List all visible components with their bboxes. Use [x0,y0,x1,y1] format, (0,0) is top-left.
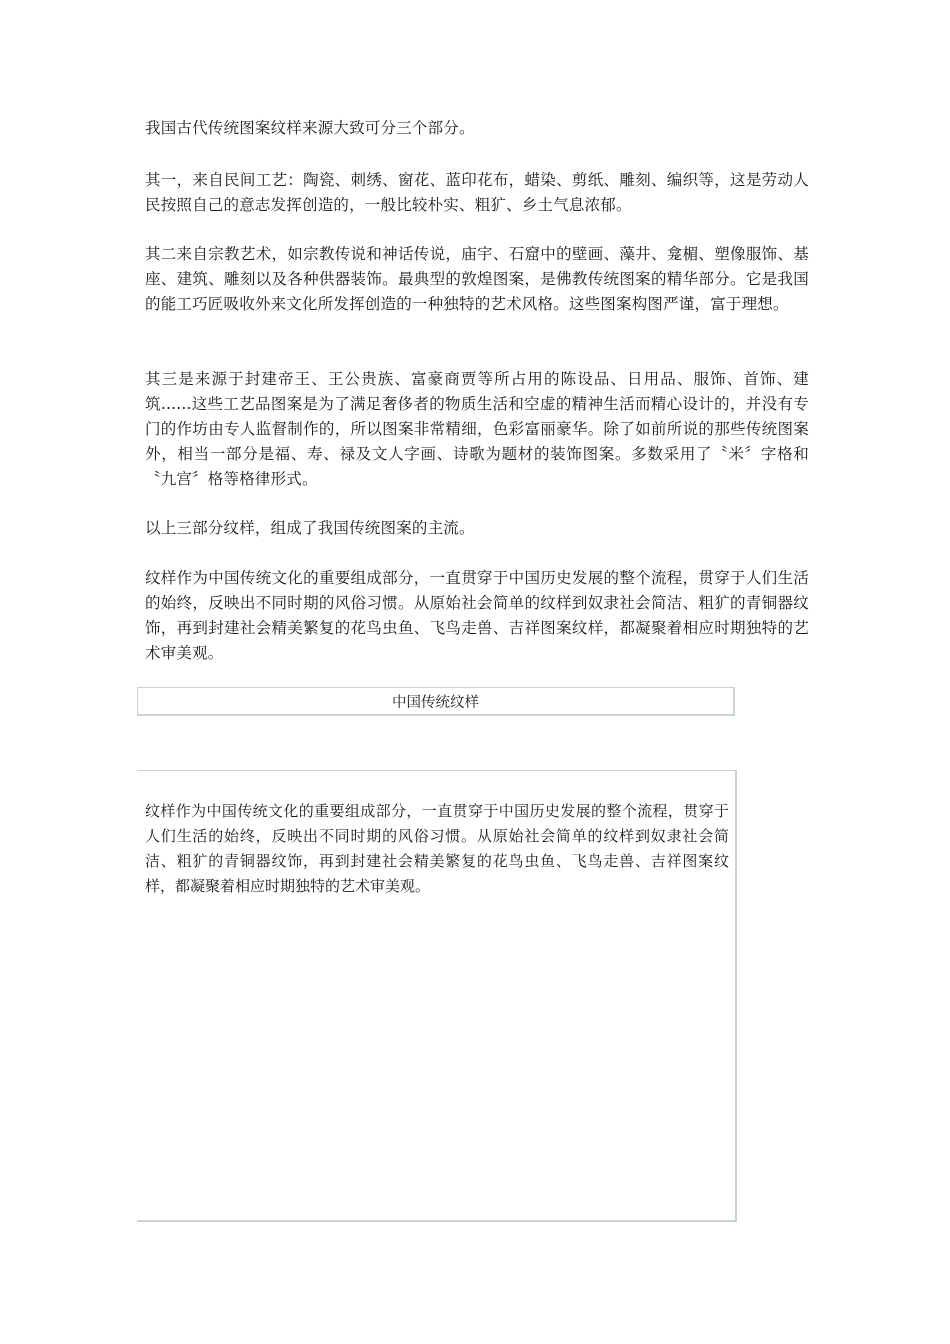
paragraph-significance: 纹样作为中国传统文化的重要组成部分，一直贯穿于中国历史发展的整个流程，贯穿于人们生活的始终，反映出不同时期的风俗习惯。从原始社会简单的纹样到奴隶社会简洁、粗犷的青铜器纹饰，再到封建社会精美繁复的花鸟虫鱼、飞鸟走兽、吉祥图案纹样，都凝聚着相应时期独特的艺术审美观。 [145,569,809,662]
caption-box [137,687,735,716]
paragraph-folk-crafts: 其一，来自民间工艺：陶瓷、刺绣、窗花、蓝印花布，蜡染、剪纸、雕刻、编织等，这是劳动人民按照自己的意志发挥创造的，一般比较朴实、粗犷、乡土气息浓郁。 [145,171,809,214]
paragraph-religious-art: 其二来自宗教艺术，如宗教传说和神话传说，庙宇、石窟中的壁画、藻井、龛楣、塑像服饰、基座、建筑、雕刻以及各种供器装饰。最典型的敦煌图案，是佛教传统图案的精华部分。它是我国的能工巧匠吸收外来文化所发挥创造的一种独特的艺术风格。这些图案构图严谨，富于理想。 [145,245,809,313]
content-box [137,770,737,1222]
paragraph-imperial: 其三是来源于封建帝王、王公贵族、富豪商贾等所占用的陈设品、日用品、服饰、首饰、建筑......这些工艺品图案是为了满足奢侈者的物质生活和空虚的精神生活而精心设计的，并没有专门的作坊由专人监督制作的，所以图案非常精细，色彩富丽豪华。除了如前所说的那些传统图案外，相当一部分是福、寿、禄及文人字画、诗歌为题材的装饰图案。多数采用了〝米〞字格和〝九宫〞格等格律形式。 [145,370,809,488]
content-box-text: 纹样作为中国传统文化的重要组成部分，一直贯穿于中国历史发展的整个流程，贯穿于人们生活的始终，反映出不同时期的风俗习惯。从原始社会简单的纹样到奴隶社会简洁、粗犷的青铜器纹饰，再到封建社会精美繁复的花鸟虫鱼、飞鸟走兽、吉祥图案纹样，都凝聚着相应时期独特的艺术审美观。 [145,802,729,895]
paragraph-summary: 以上三部分纹样，组成了我国传统图案的主流。 [145,519,475,537]
paragraph-intro: 我国古代传统图案纹样来源大致可分三个部分。 [145,119,475,137]
caption-title: 中国传统纹样 [392,695,479,711]
